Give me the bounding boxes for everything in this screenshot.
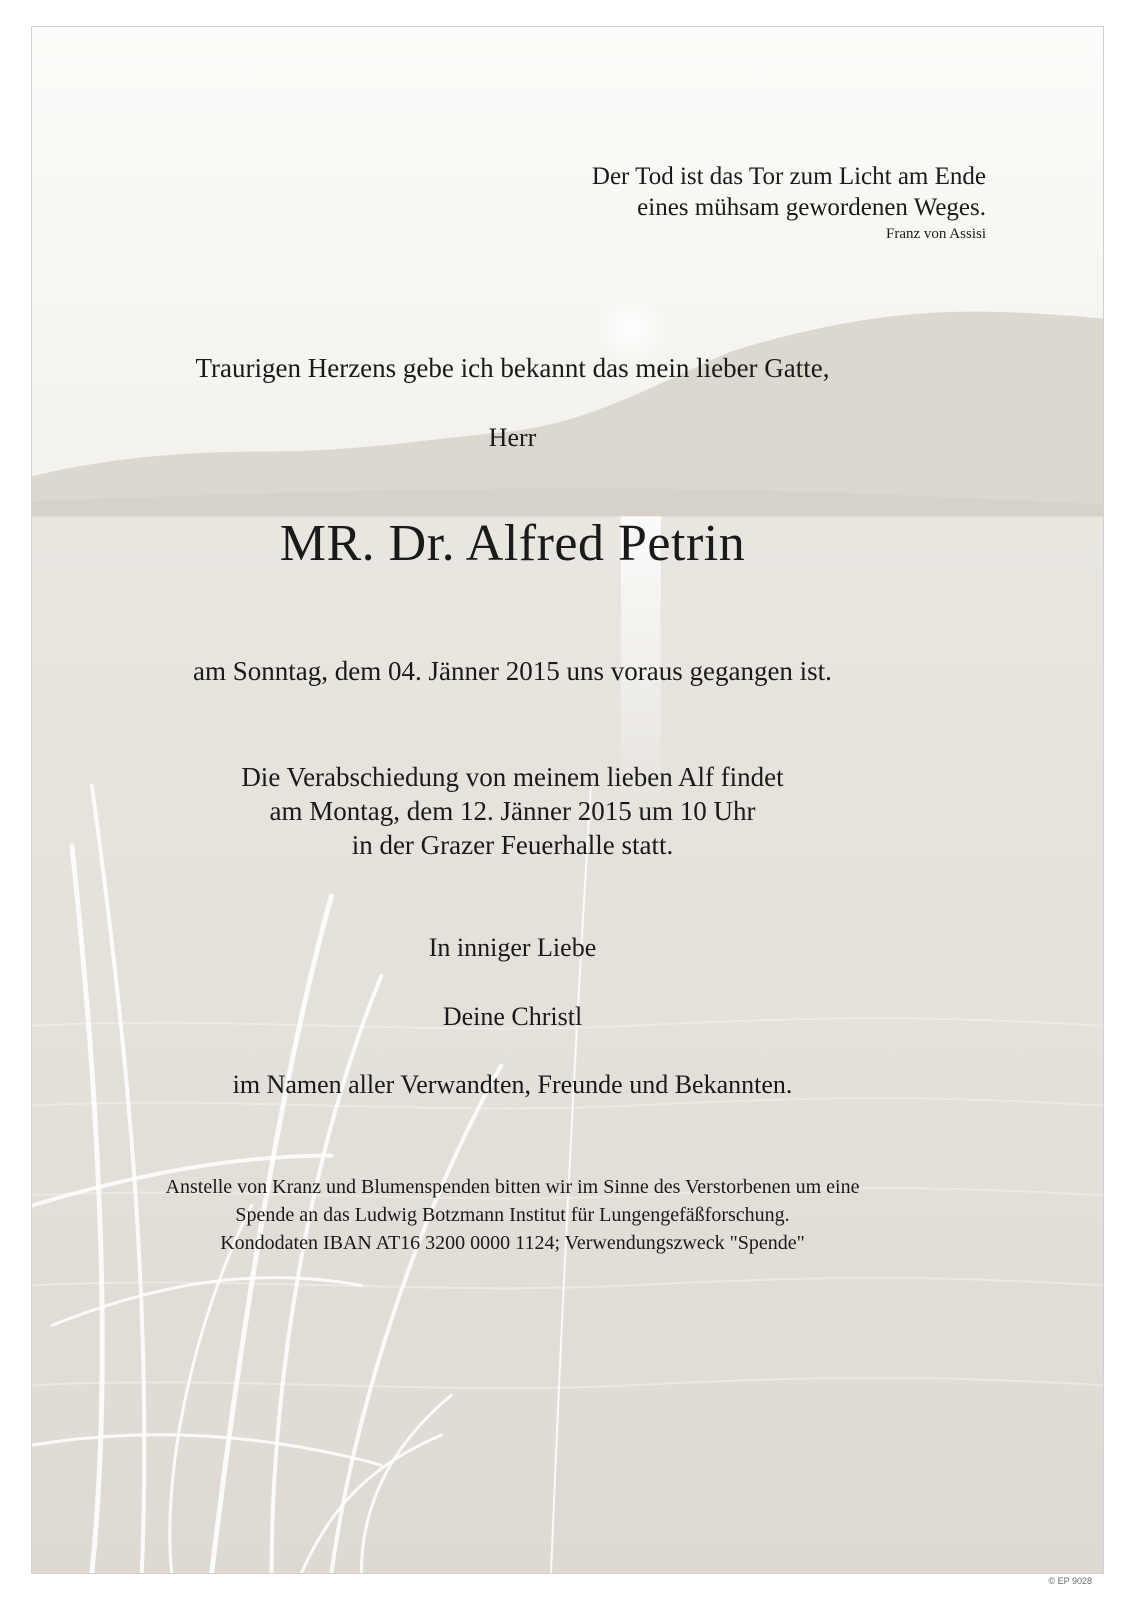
donation-line-3: Kondodaten IBAN AT16 3200 0000 1124; Verwendungszweck "Spende" — [220, 1232, 805, 1254]
farewell-line-1: Die Verabschiedung von meinem lieben Alf findet — [241, 762, 784, 792]
epigraph-line-1: Der Tod ist das Tor zum Licht am Ende — [591, 163, 986, 190]
epigraph — [592, 161, 986, 244]
epigraph-author: Franz von Assisi — [885, 226, 986, 242]
closing-family: im Namen aller Verwandten, Freunde und Bekannten. — [232, 1070, 793, 1099]
salutation: Herr — [488, 423, 537, 452]
closing-love: In inniger Liebe — [428, 933, 597, 962]
closing-signer: Deine Christl — [442, 1002, 583, 1031]
obituary-card — [31, 26, 1104, 1574]
donation-line-1: Anstelle von Kranz und Blumenspenden bitten wir im Sinne des Verstorbenen um eine — [165, 1176, 860, 1198]
farewell-details — [31, 760, 1103, 862]
death-date-line: am Sonntag, dem 04. Jänner 2015 uns voraus gegangen ist. — [193, 656, 832, 686]
farewell-line-2: am Montag, dem 12. Jänner 2015 um 10 Uhr — [269, 796, 756, 826]
donation-line-2: Spende an das Ludwig Botzmann Institut für Lungengefäßforschung. — [235, 1204, 790, 1226]
epigraph-line-2: eines mühsam gewordenen Weges. — [637, 194, 986, 221]
announcement-intro: Traurigen Herzens gebe ich bekannt das mein lieber Gatte, — [195, 353, 830, 383]
deceased-name: MR. Dr. Alfred Petrin — [279, 515, 746, 572]
donation-notice — [31, 1173, 1103, 1257]
farewell-line-3: in der Grazer Feuerhalle statt. — [351, 830, 674, 860]
print-code: © EP 9028 — [1048, 1576, 1092, 1586]
